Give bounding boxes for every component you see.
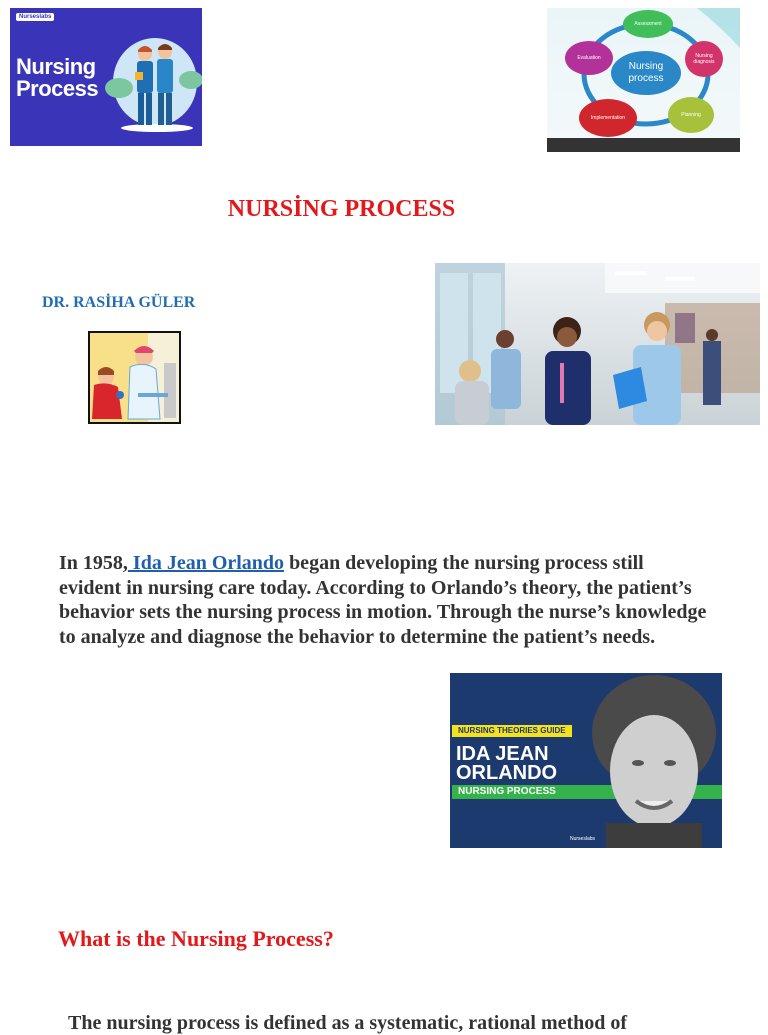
nursing-process-banner-image (10, 8, 202, 146)
planning-node: Planning (668, 97, 714, 133)
diagram-footer-bar (547, 138, 740, 152)
banner-title: Nursing Process (16, 54, 99, 101)
orlando-portrait (582, 673, 722, 848)
hospital-staff-photo (435, 263, 760, 425)
page-title: NURSİNG PROCESS (227, 196, 456, 222)
intro-paragraph: In 1958, Ida Jean Orlando began developing the nursing process still evident in nursing care today. According to Orlando’s theory, the patient’s behavior sets the nursing process in motion. Through the nurse’s knowledge to analyze and diagnose the behavior to determine the patient’s needs. (59, 552, 707, 648)
section-heading: What is the Nursing Process? (58, 926, 334, 951)
definition-paragraph: The nursing process is defined as a systematic, rational method of (68, 1012, 628, 1034)
nurses-illustration (105, 30, 202, 146)
ida-jean-orlando-card-image (450, 673, 722, 848)
theories-guide-label: NURSING THEORIES GUIDE (452, 725, 572, 737)
diagnosis-node: Nursing diagnosis (685, 41, 723, 77)
card-brand-logo: Nurseslabs (570, 836, 596, 842)
nurse-child-clipart (88, 331, 181, 424)
author-name: DR. RASİHA GÜLER (42, 294, 196, 311)
orlando-link[interactable]: Ida Jean Orlando (127, 552, 285, 574)
assessment-node: Assessment (623, 10, 673, 38)
orlando-name: IDA JEAN ORLANDO (456, 743, 558, 784)
cycle-center: Nursing process (611, 51, 681, 95)
implementation-node: Implementation (579, 99, 637, 137)
brand-logo: Nurseslabs (16, 13, 54, 21)
nursing-process-cycle-diagram (547, 8, 740, 152)
orlando-subtitle: NURSING PROCESS (452, 785, 722, 799)
evaluation-node: Evaluation (565, 41, 613, 75)
